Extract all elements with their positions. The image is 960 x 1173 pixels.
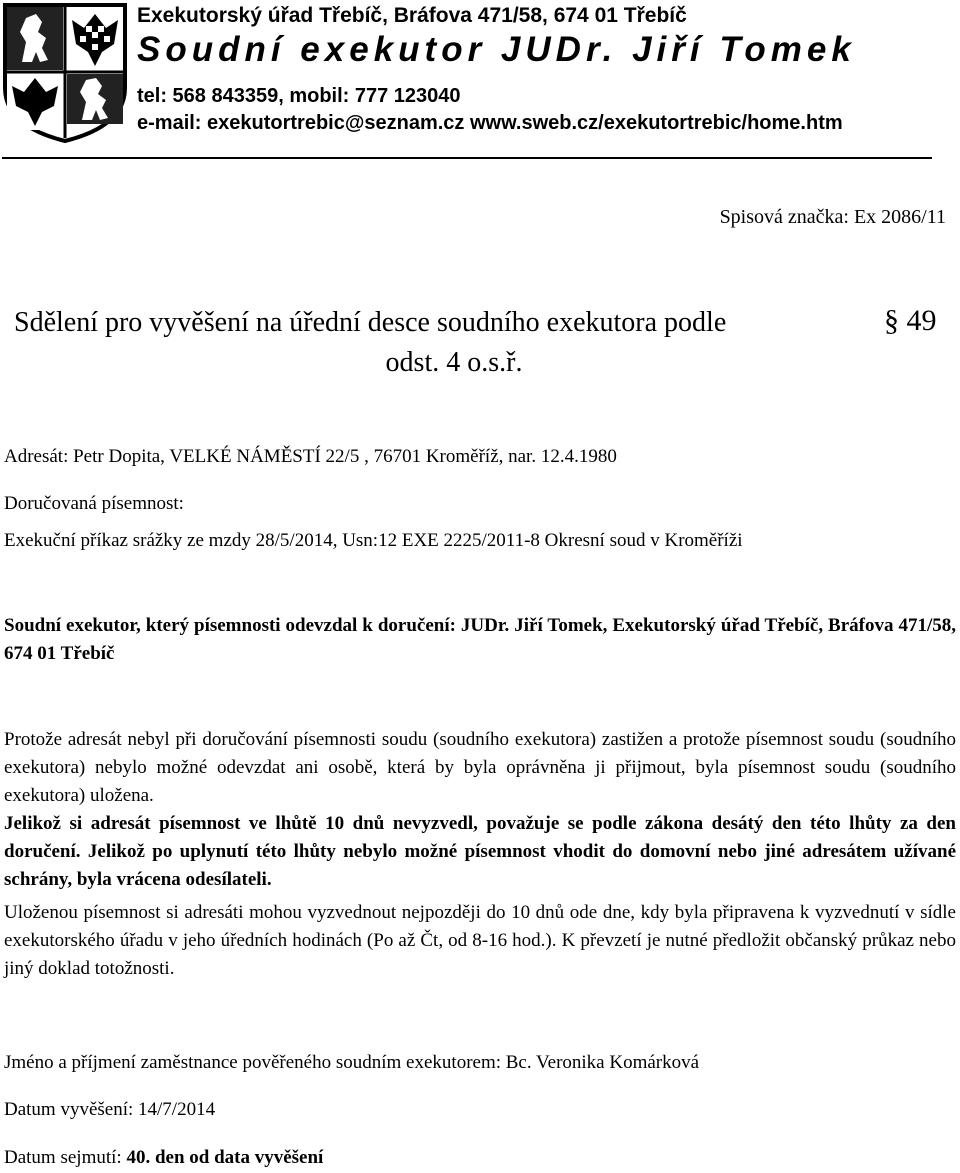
delivered-document-label: Doručovaná písemnost:: [4, 493, 184, 514]
title-line-1: Sdělení pro vyvěšení na úřední desce soudního exekutora podle: [14, 307, 727, 338]
executor-name-heading: Soudní exekutor JUDr. Jiří Tomek: [137, 30, 856, 69]
office-address-heading: Exekutorský úřad Třebíč, Bráfova 471/58, 674 01 Třebíč: [137, 4, 687, 27]
coat-of-arms-logo: [2, 2, 128, 144]
document-title: [14, 303, 954, 383]
title-line-2: odst. 4 o.s.ř.: [385, 347, 523, 378]
paragraph-sign: § 49: [884, 304, 937, 337]
email-web-line: e-mail: exekutortrebic@seznam.cz www.sweb.cz/exekutortrebic/home.htm: [137, 112, 843, 134]
notice-paragraph-1: Protože adresát nebyl při doručování písemnosti soudu (soudního exekutora) zastižen a protože písemnost soudu (soudního exekutora) nebylo možné odevzdat ani osobě, která by byla oprávněna ji přijmout, byla písemnost soudu (soudního exekutora) uložena.: [4, 729, 956, 806]
file-reference: Spisová značka: Ex 2086/11: [719, 206, 946, 228]
delivered-document: Exekuční příkaz srážky ze mzdy 28/5/2014, Usn:12 EXE 2225/2011-8 Okresní soud v Kroměříži: [4, 530, 743, 551]
notice-paragraph-2: Jelikož si adresát písemnost ve lhůtě 10 dnů nevyzvedl, považuje se podle zákona desátý den této lhůty za den doručení. Jelikož po uplynutí této lhůty nebylo možné písemnost vhodit do domovní nebo jiné adresátem užívané schrány, byla vrácena odesílateli.: [4, 813, 956, 890]
header-divider: [2, 157, 932, 159]
removal-date-label: Datum sejmutí:: [4, 1147, 127, 1168]
addressee-line: Adresát: Petr Dopita, VELKÉ NÁMĚSTÍ 22/5 , 76701 Kroměříž, nar. 12.4.1980: [4, 446, 617, 467]
employee-line: Jméno a příjmení zaměstnance pověřeného soudním exekutorem: Bc. Veronika Komárková: [4, 1052, 700, 1073]
phone-line: tel: 568 843359, mobil: 777 123040: [137, 85, 461, 107]
executor-statement: Soudní exekutor, který písemnosti odevzdal k doručení: JUDr. Jiří Tomek, Exekutorský úřad Třebíč, Bráfova 471/58, 674 01 Třebíč: [4, 615, 956, 664]
posted-date: Datum vyvěšení: 14/7/2014: [4, 1099, 216, 1120]
removal-date: [4, 1147, 323, 1169]
removal-date-value: 40. den od data vyvěšení: [126, 1147, 324, 1168]
notice-paragraph-3: Uloženou písemnost si adresáti mohou vyzvednout nejpozději do 10 dnů ode dne, kdy byla připravena k vyzvednutí v sídle exekutorského úřadu v jeho úředních hodinách (Po až Čt, od 8-16 hod.). K převzetí je nutné předložit občanský průkaz nebo jiný doklad totožnosti.: [4, 902, 956, 979]
